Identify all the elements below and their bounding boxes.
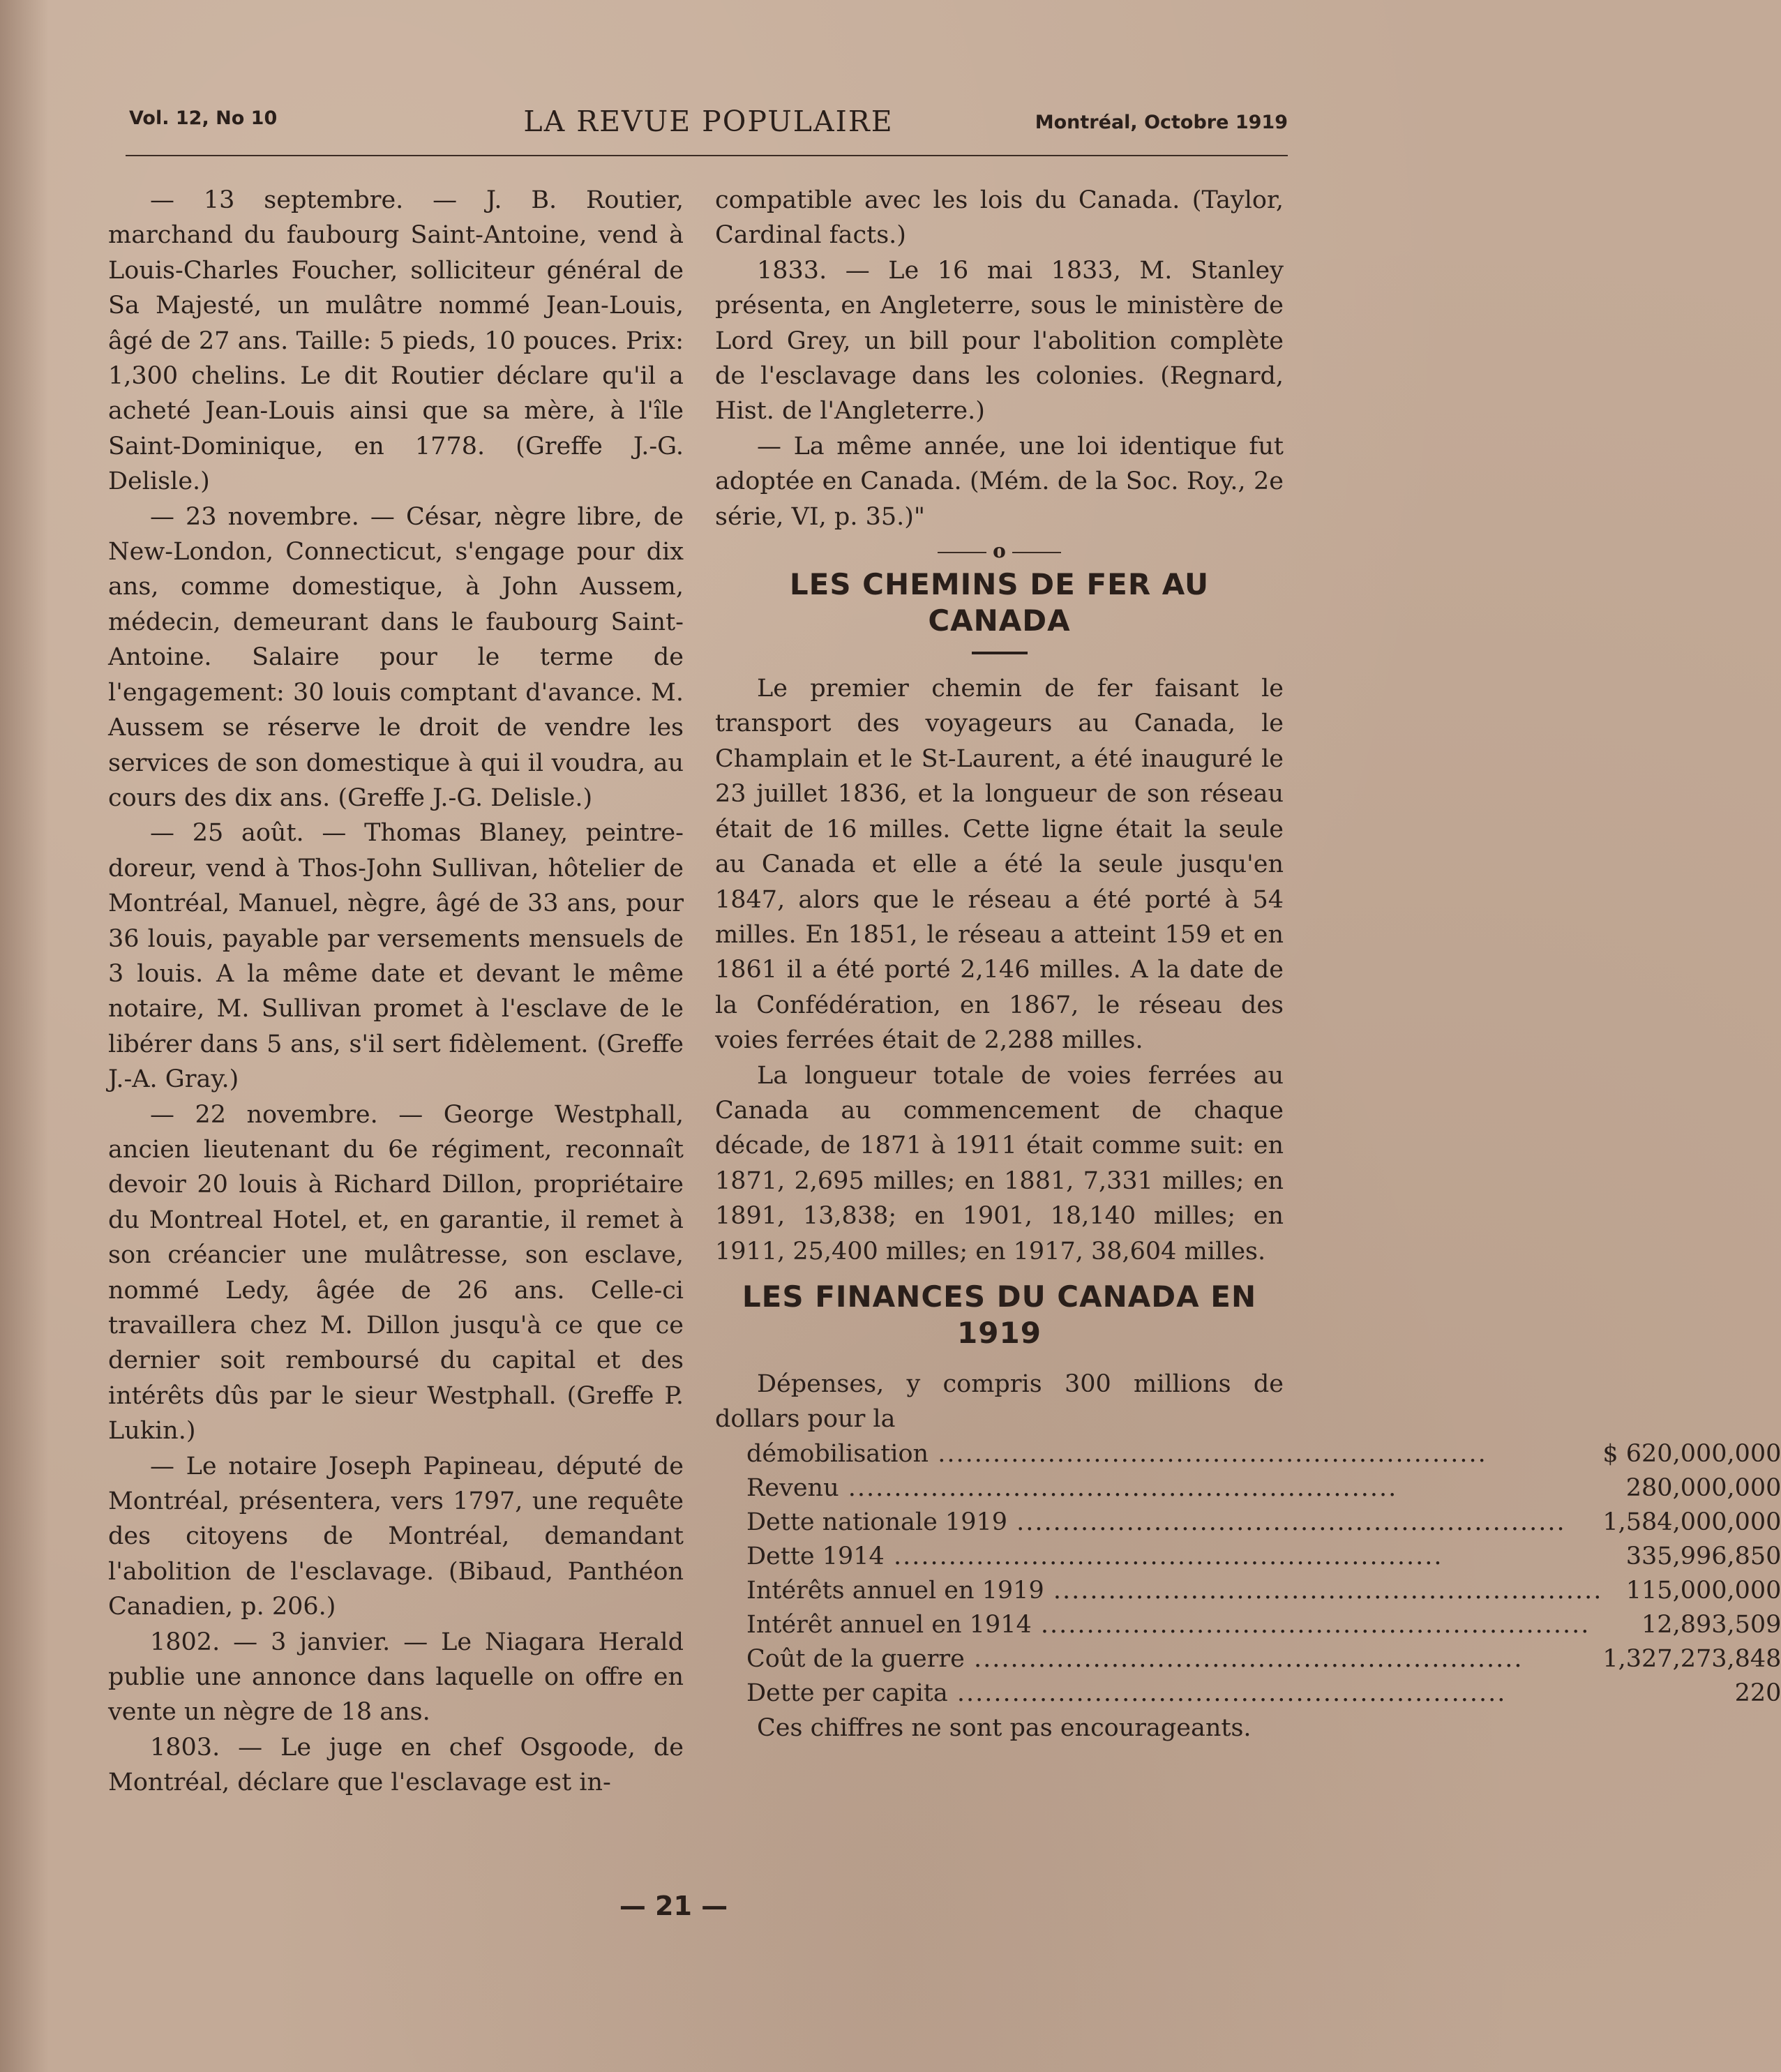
finance-value: 220 bbox=[1734, 1679, 1781, 1707]
paragraph: — 23 novembre. — César, nègre libre, de New-London, Connecticut, s'engage pour dix ans, comme domestique, à John Aussem, médecin, demeurant dans le faubourg Saint-Antoine. Salaire pour le terme de l'engagement: 30 louis comptant d'avance. M. Aussem se réserve le droit de vendre les services de son domestique à qui il voudra, au cours des dix ans. (Greffe J.-G. Delisle.) bbox=[108, 502, 684, 812]
finance-label: Intérêts annuel en 1919 bbox=[746, 1576, 1044, 1605]
paragraph: — 22 novembre. — George Westphall, ancien lieutenant du 6e régiment, reconnaît devoir 20 louis à Richard Dillon, propriétaire du Montreal Hotel, et, en garantie, il remet à son créancier une mulâtresse, son esclave, nommé Ledy, âgée de 26 ans. Celle-ci travaillera chez M. Dillon jusqu'à ce que ce dernier soit remboursé du capital et des intérêts dûs par le sieur Westphall. (Greffe P. Lukin.) bbox=[108, 1100, 684, 1446]
finance-label: Intérêt annuel en 1914 bbox=[746, 1610, 1032, 1639]
page-number: — 21 — bbox=[619, 1891, 728, 1921]
dot-leader: ............................................................ bbox=[1031, 1610, 1591, 1639]
finance-intro: Dépenses, y compris 300 millions de dollars pour la bbox=[715, 1369, 1284, 1434]
finance-value: 335,996,850 bbox=[1625, 1542, 1781, 1570]
finance-row bbox=[715, 1471, 1781, 1506]
finance-row bbox=[715, 1608, 1781, 1642]
paragraph: — La même année, une loi identique fut adoptée en Canada. (Mém. de la Soc. Roy., 2e série, VI, p. 35.)" bbox=[715, 432, 1284, 531]
finance-table bbox=[715, 1437, 1781, 1711]
right-column bbox=[715, 183, 1781, 1746]
dot-leader: ............................................................ bbox=[929, 1439, 1487, 1468]
finance-row bbox=[715, 1676, 1781, 1711]
paragraph: compatible avec les lois du Canada. (Taylor, Cardinal facts.) bbox=[715, 186, 1284, 250]
finance-row bbox=[715, 1506, 1781, 1540]
binding-shadow bbox=[0, 0, 49, 2072]
finance-label: Dette per capita bbox=[746, 1679, 948, 1707]
publication-title: LA REVUE POPULAIRE bbox=[523, 105, 894, 138]
finance-label: démobilisation bbox=[746, 1439, 929, 1468]
finance-label: Revenu bbox=[746, 1473, 839, 1502]
finance-value: $ 620,000,000 bbox=[1602, 1439, 1781, 1468]
finance-row bbox=[715, 1437, 1781, 1471]
finance-label: Coût de la guerre bbox=[746, 1644, 965, 1673]
finance-value: 1,327,273,848 bbox=[1602, 1644, 1781, 1673]
finance-label: Dette 1914 bbox=[746, 1542, 885, 1570]
section-heading-finances: LES FINANCES DU CANADA EN 1919 bbox=[742, 1279, 1257, 1350]
finance-row bbox=[715, 1540, 1781, 1574]
heading-rule bbox=[972, 652, 1028, 654]
paragraph: — 13 septembre. — J. B. Routier, marchand du faubourg Saint-Antoine, vend à Louis-Charles Foucher, solliciteur général de Sa Majesté, un mulâtre nommé Jean-Louis, âgé de 27 ans. Taille: 5 pieds, 10 pouces. Prix: 1,300 chelins. Le dit Routier déclare qu'il a acheté Jean-Louis ainsi que sa mère, à l'île Saint-Dominique, en 1778. (Greffe J.-G. Delisle.) bbox=[108, 186, 684, 496]
paragraph: Le premier chemin de fer faisant le transport des voyageurs au Canada, le Champlain et le St-Laurent, a été inauguré le 23 juillet 1836, et la longueur de son réseau était de 16 milles. Cette ligne était la seule au Canada et elle a été la seule jusqu'en 1847, alors que le réseau a été porté à 54 milles. En 1851, le réseau a atteint 159 et en 1861 il a été porté 2,146 milles. A la date de la Confédération, en 1867, le réseau des voies ferrées était de 2,288 milles. bbox=[715, 675, 1284, 1055]
finance-value: 1,584,000,000 bbox=[1602, 1508, 1781, 1536]
page-header bbox=[129, 105, 1288, 153]
finance-closing: Ces chiffres ne sont pas encourageants. bbox=[757, 1713, 1252, 1742]
issue-date: Montréal, Octobre 1919 bbox=[1035, 112, 1288, 133]
paragraph: 1833. — Le 16 mai 1833, M. Stanley présenta, en Angleterre, sous le ministère de Lord Grey, un bill pour l'abolition complète de l'esclavage dans les colonies. (Regnard, Hist. de l'Angleterre.) bbox=[715, 256, 1284, 426]
dot-leader: ............................................................ bbox=[839, 1473, 1398, 1502]
section-separator: o bbox=[715, 540, 1284, 562]
dot-leader: ............................................................ bbox=[964, 1644, 1524, 1673]
finance-row bbox=[715, 1574, 1781, 1608]
finance-value: 115,000,000 bbox=[1625, 1576, 1781, 1605]
finance-row bbox=[715, 1642, 1781, 1676]
section-heading-railways: LES CHEMINS DE FER AU CANADA bbox=[789, 567, 1210, 638]
paragraph: La longueur totale de voies ferrées au Canada au commencement de chaque décade, de 1871 à 1911 était comme suit: en 1871, 2,695 milles; en 1881, 7,331 milles; en 1891, 13,838; en 1901, 18,140 milles; en 1911, 25,400 milles; en 1917, 38,604 milles. bbox=[715, 1061, 1284, 1266]
paragraph: 1802. — 3 janvier. — Le Niagara Herald publie une annonce dans laquelle on offre en vente un nègre de 18 ans. bbox=[108, 1628, 684, 1727]
dot-leader: ............................................................ bbox=[1044, 1576, 1603, 1605]
paragraph: — 25 août. — Thomas Blaney, peintre-doreur, vend à Thos-John Sullivan, hôtelier de Montréal, Manuel, nègre, âgé de 33 ans, pour 36 louis, payable par versements mensuels de 3 louis. A la même date et devant le même notaire, M. Sullivan promet à l'esclave de le libérer dans 5 ans, s'il sert fidèlement. (Greffe J.-A. Gray.) bbox=[108, 819, 684, 1094]
header-rule bbox=[126, 155, 1288, 156]
left-column bbox=[108, 183, 684, 1801]
paragraph: — Le notaire Joseph Papineau, député de Montréal, présentera, vers 1797, une requête des citoyens de Montréal, demandant l'abolition de l'esclavage. (Bibaud, Panthéon Canadien, p. 206.) bbox=[108, 1452, 684, 1621]
dot-leader: ............................................................ bbox=[884, 1542, 1443, 1570]
finance-label: Dette nationale 1919 bbox=[746, 1508, 1007, 1536]
dot-leader: ............................................................ bbox=[947, 1679, 1507, 1707]
finance-value: 280,000,000 bbox=[1625, 1473, 1781, 1502]
volume-number: Vol. 12, No 10 bbox=[129, 107, 278, 129]
paragraph: 1803. — Le juge en chef Osgoode, de Montréal, déclare que l'esclavage est in- bbox=[108, 1733, 684, 1797]
dot-leader: ............................................................ bbox=[1007, 1508, 1566, 1536]
finance-value: 12,893,509 bbox=[1641, 1610, 1781, 1639]
